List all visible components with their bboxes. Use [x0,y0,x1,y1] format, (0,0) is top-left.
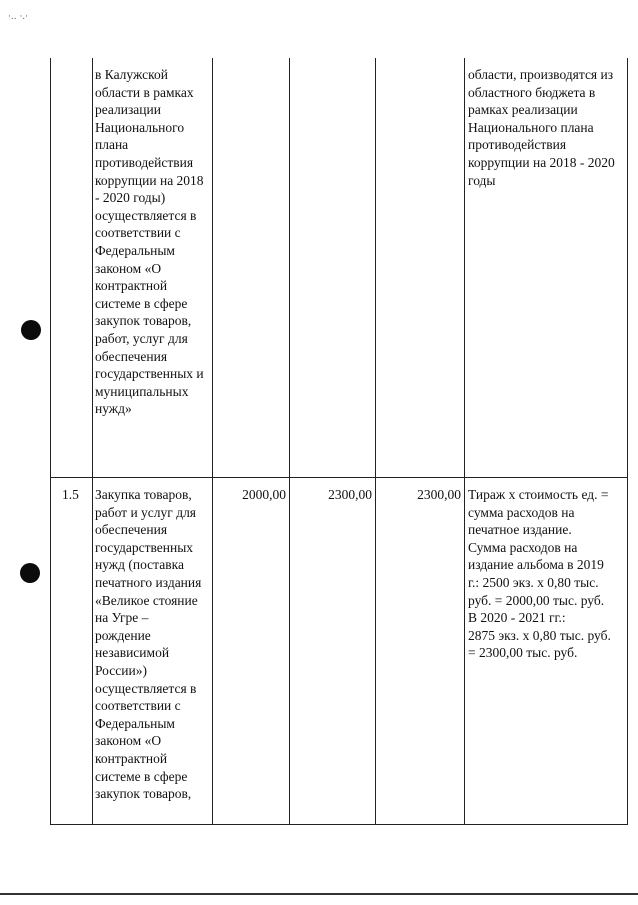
justification-line: печатное издание. [468,522,572,538]
scan-speck: ·.. ·.· [8,12,29,22]
description-line: Закупка товаров, [95,487,192,502]
justification-line: г.: 2500 экз. х 0,80 тыс. [468,574,599,590]
value-2020 [289,58,375,66]
description-line: Национального [95,119,185,135]
description-line: рождение [95,627,151,643]
description-line: контрактной [95,278,168,294]
justification-line: коррупции на 2018 - 2020 [468,154,615,170]
justification-cell [464,58,628,189]
description-line: закупок товаров, [95,786,192,802]
description-line: противодействия [95,154,194,170]
description-line: нужд» [95,401,132,417]
description-line: контрактной [95,750,168,766]
scan-bottom-edge [0,893,638,895]
description-line: государственных [95,539,194,555]
value-2021: 2300,00 [417,487,461,502]
description-line: печатного издания [95,574,202,590]
punch-hole-bottom [20,563,40,583]
table-row [50,58,628,478]
description-cell [92,478,212,803]
justification-line: области, производятся из [468,67,614,82]
description-line: закупок товаров, [95,313,192,329]
justification-line: издание альбома в 2019 [468,557,604,573]
row-number: 1.5 [62,487,79,502]
description-line: муниципальных [95,383,189,399]
description-line: соответствии с [95,225,181,241]
description-line: соответствии с [95,698,181,714]
justification-line: 2875 экз. х 0,80 тыс. руб. [468,627,611,643]
justification-line: рамках реализации [468,102,578,118]
description-line: законом «О [95,260,162,276]
description-line: - 2020 годы) [95,190,166,206]
justification-line: = 2300,00 тыс. руб. [468,645,578,661]
description-line: на Угре – [95,610,149,626]
justification-line: В 2020 - 2021 гг.: [468,610,566,626]
justification-line: Тираж х стоимость ед. = [468,487,609,502]
description-line: законом «О [95,733,162,749]
justification-line: областного бюджета в [468,84,596,100]
value-2020: 2300,00 [328,487,372,502]
description-line: обеспечения [95,522,168,538]
description-line: системе в сфере [95,295,188,311]
description-line: обеспечения [95,348,168,364]
description-line: области в рамках [95,84,194,100]
punch-hole-top [21,320,41,340]
description-line: реализации [95,102,161,118]
description-line: в Калужской [95,67,168,82]
description-line: Федеральным [95,715,175,731]
description-line: нужд (поставка [95,557,184,573]
justification-line: сумма расходов на [468,504,575,520]
value-2019 [212,58,289,66]
justification-line: Сумма расходов на [468,539,578,555]
justification-line: руб. = 2000,00 тыс. руб. [468,592,605,608]
description-cell [92,58,212,418]
description-line: работ и услуг для [95,504,197,520]
description-line: системе в сфере [95,768,188,784]
table-row [50,478,628,825]
justification-cell [464,478,628,662]
description-line: Федеральным [95,242,175,258]
description-line: осуществляется в [95,680,197,696]
row-number [50,58,92,66]
justification-line: годы [468,172,496,188]
description-line: осуществляется в [95,207,197,223]
value-2019: 2000,00 [242,487,286,502]
description-line: независимой [95,645,170,661]
description-line: работ, услуг для [95,330,188,346]
description-line: «Великое стояние [95,592,198,608]
justification-line: противодействия [468,137,567,153]
justification-line: Национального плана [468,119,594,135]
description-line: России») [95,662,147,678]
description-line: коррупции на 2018 [95,172,204,188]
description-line: государственных и [95,366,204,382]
description-line: плана [95,137,129,153]
value-2021 [375,58,464,66]
